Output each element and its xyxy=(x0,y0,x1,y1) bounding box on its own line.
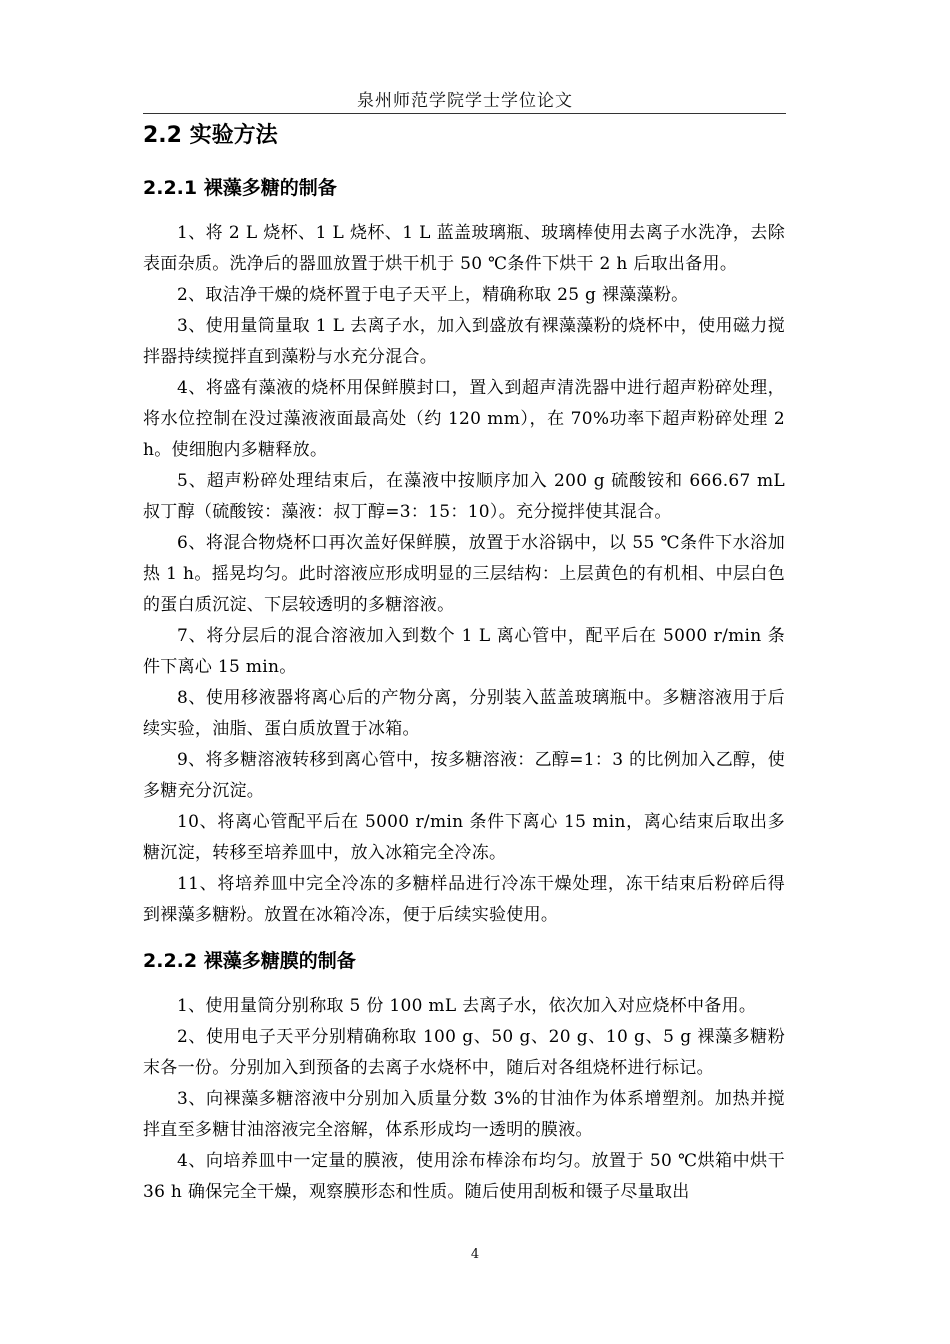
paragraph: 8、使用移液器将离心后的产物分离，分别装入蓝盖玻璃瓶中。多糖溶液用于后续实验，油脂、蛋白质放置于冰箱。 xyxy=(143,688,785,739)
paragraph: 10、将离心管配平后在 5000 r/min 条件下离心 15 min，离心结束后取出多糖沉淀，转移至培养皿中，放入冰箱完全冷冻。 xyxy=(143,812,785,863)
paragraph: 2、使用电子天平分别精确称取 100 g、50 g、20 g、10 g、5 g 裸藻多糖粉末各一份。分别加入到预备的去离子水烧杯中，随后对各组烧杯进行标记。 xyxy=(143,1027,785,1078)
paragraph: 9、将多糖溶液转移到离心管中，按多糖溶液：乙醇=1：3 的比例加入乙醇，使多糖充分沉淀。 xyxy=(143,750,785,801)
paragraph: 5、超声粉碎处理结束后，在藻液中按顺序加入 200 g 硫酸铵和 666.67 mL 叔丁醇（硫酸铵：藻液：叔丁醇=3：15：10）。充分搅拌使其混合。 xyxy=(143,471,785,522)
paragraph: 7、将分层后的混合溶液加入到数个 1 L 离心管中，配平后在 5000 r/min 条件下离心 15 min。 xyxy=(143,626,785,677)
paragraph: 11、将培养皿中完全冷冻的多糖样品进行冷冻干燥处理，冻干结束后粉碎后得到裸藻多糖粉。放置在冰箱冷冻，便于后续实验使用。 xyxy=(143,874,785,925)
paragraph: 3、向裸藻多糖溶液中分别加入质量分数 3%的甘油作为体系增塑剂。加热并搅拌直至多糖甘油溶液完全溶解，体系形成均一透明的膜液。 xyxy=(143,1089,785,1140)
paragraph: 2、取洁净干燥的烧杯置于电子天平上，精确称取 25 g 裸藻藻粉。 xyxy=(177,285,689,305)
section-heading: 2.2 实验方法 xyxy=(143,123,278,148)
paragraph: 1、将 2 L 烧杯、1 L 烧杯、1 L 蓝盖玻璃瓶、玻璃棒使用去离子水洗净，去除表面杂质。洗净后的器皿放置于烘干机于 50 ℃条件下烘干 2 h 后取出备用。 xyxy=(143,223,785,274)
paragraph: 6、将混合物烧杯口再次盖好保鲜膜，放置于水浴锅中，以 55 ℃条件下水浴加热 1 h。摇晃均匀。此时溶液应形成明显的三层结构：上层黄色的有机相、中层白色的蛋白质沉淀、下层较透明的多糖溶液。 xyxy=(143,533,785,615)
paragraph: 4、向培养皿中一定量的膜液，使用涂布棒涂布均匀。放置于 50 ℃烘箱中烘干 36 h 确保完全干燥，观察膜形态和性质。随后使用刮板和镊子尽量取出 xyxy=(143,1151,785,1202)
subsection-heading-2-2-2: 2.2.2 裸藻多糖膜的制备 xyxy=(143,950,356,972)
running-header: 泉州师范学院学士学位论文 xyxy=(357,91,573,111)
subsection-heading-2-2-1: 2.2.1 裸藻多糖的制备 xyxy=(143,177,337,199)
paragraph: 1、使用量筒分别称取 5 份 100 mL 去离子水，依次加入对应烧杯中备用。 xyxy=(177,996,757,1016)
paragraph: 3、使用量筒量取 1 L 去离子水，加入到盛放有裸藻藻粉的烧杯中，使用磁力搅拌器持续搅拌直到藻粉与水充分混合。 xyxy=(143,316,785,367)
header-rule xyxy=(143,113,786,114)
paragraph: 4、将盛有藻液的烧杯用保鲜膜封口，置入到超声清洗器中进行超声粉碎处理，将水位控制在没过藻液液面最高处（约 120 mm），在 70%功率下超声粉碎处理 2 h。使细胞内多糖释放。 xyxy=(143,378,785,460)
page-number: 4 xyxy=(470,1247,480,1262)
page-content xyxy=(143,116,785,1208)
